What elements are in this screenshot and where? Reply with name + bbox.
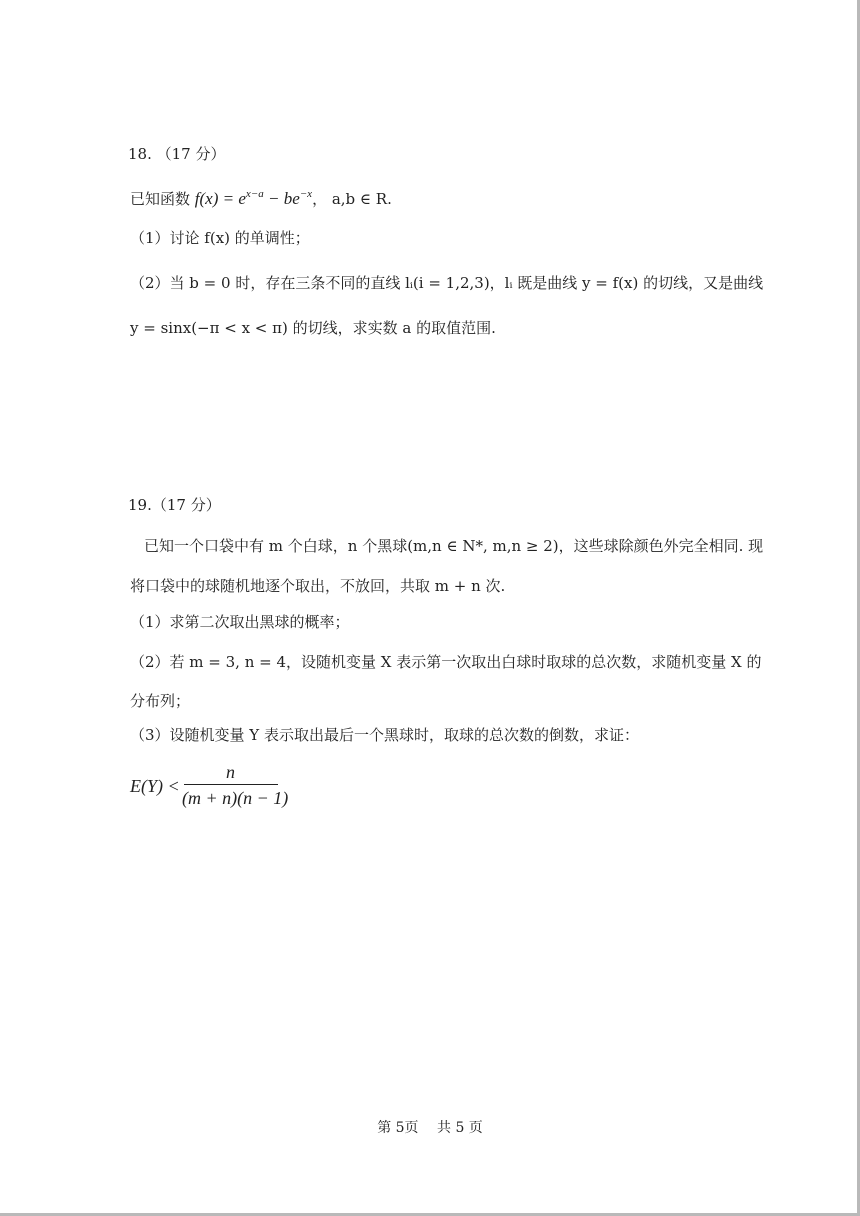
q19-part2-line2: 分布列； xyxy=(130,692,191,710)
page-footer: 第 5页 共 5 页 xyxy=(377,1120,483,1136)
q18-part2-line2: y = sinx(−π < x < π) 的切线，求实数 a 的取值范围. xyxy=(130,319,496,337)
q19-part1: （1）求第二次取出黑球的概率； xyxy=(130,613,350,631)
formula-denominator: (m + n)(n − 1) xyxy=(182,788,289,808)
q19-part2-line1: （2）若 m = 3, n = 4，设随机变量 X 表示第一次取出白球时取球的总次数，求随机变量 X 的 xyxy=(130,653,762,671)
q18-stem-func: f(x) = e xyxy=(194,189,246,208)
q19-stem-line1: 已知一个口袋中有 m 个白球，n 个黑球(m,n ∈ N*, m,n ≥ 2)，这些球除颜色外完全相同. 现 xyxy=(144,537,764,555)
q18-stem-exp1: x−a xyxy=(245,188,264,200)
q19-stem-line2: 将口袋中的球随机地逐个取出，不放回，共取 m + n 次. xyxy=(130,577,506,595)
q19-heading: 19.（17 分） xyxy=(128,496,221,514)
q18-stem-mid: − be xyxy=(263,189,300,208)
q18-part1: （1）讨论 f(x) 的单调性； xyxy=(130,229,310,247)
q18-heading: 18. （17 分） xyxy=(128,145,226,163)
q18-stem-suffix: ， a,b ∈ R. xyxy=(312,190,392,208)
q18-stem-prefix: 已知函数 xyxy=(130,190,191,208)
formula-numerator: n xyxy=(226,762,235,782)
q18-stem xyxy=(130,183,392,210)
fraction-bar xyxy=(184,784,278,785)
q18-part2-line1: （2）当 b = 0 时，存在三条不同的直线 lᵢ(i = 1,2,3)，lᵢ 既是曲线 y = f(x) 的切线，又是曲线 xyxy=(130,274,764,292)
q18-stem-exp2: −x xyxy=(299,188,313,200)
formula-lhs: E(Y) < xyxy=(130,776,180,796)
q19-part3: （3）设随机变量 Y 表示取出最后一个黑球时，取球的总次数的倒数，求证： xyxy=(130,726,639,744)
